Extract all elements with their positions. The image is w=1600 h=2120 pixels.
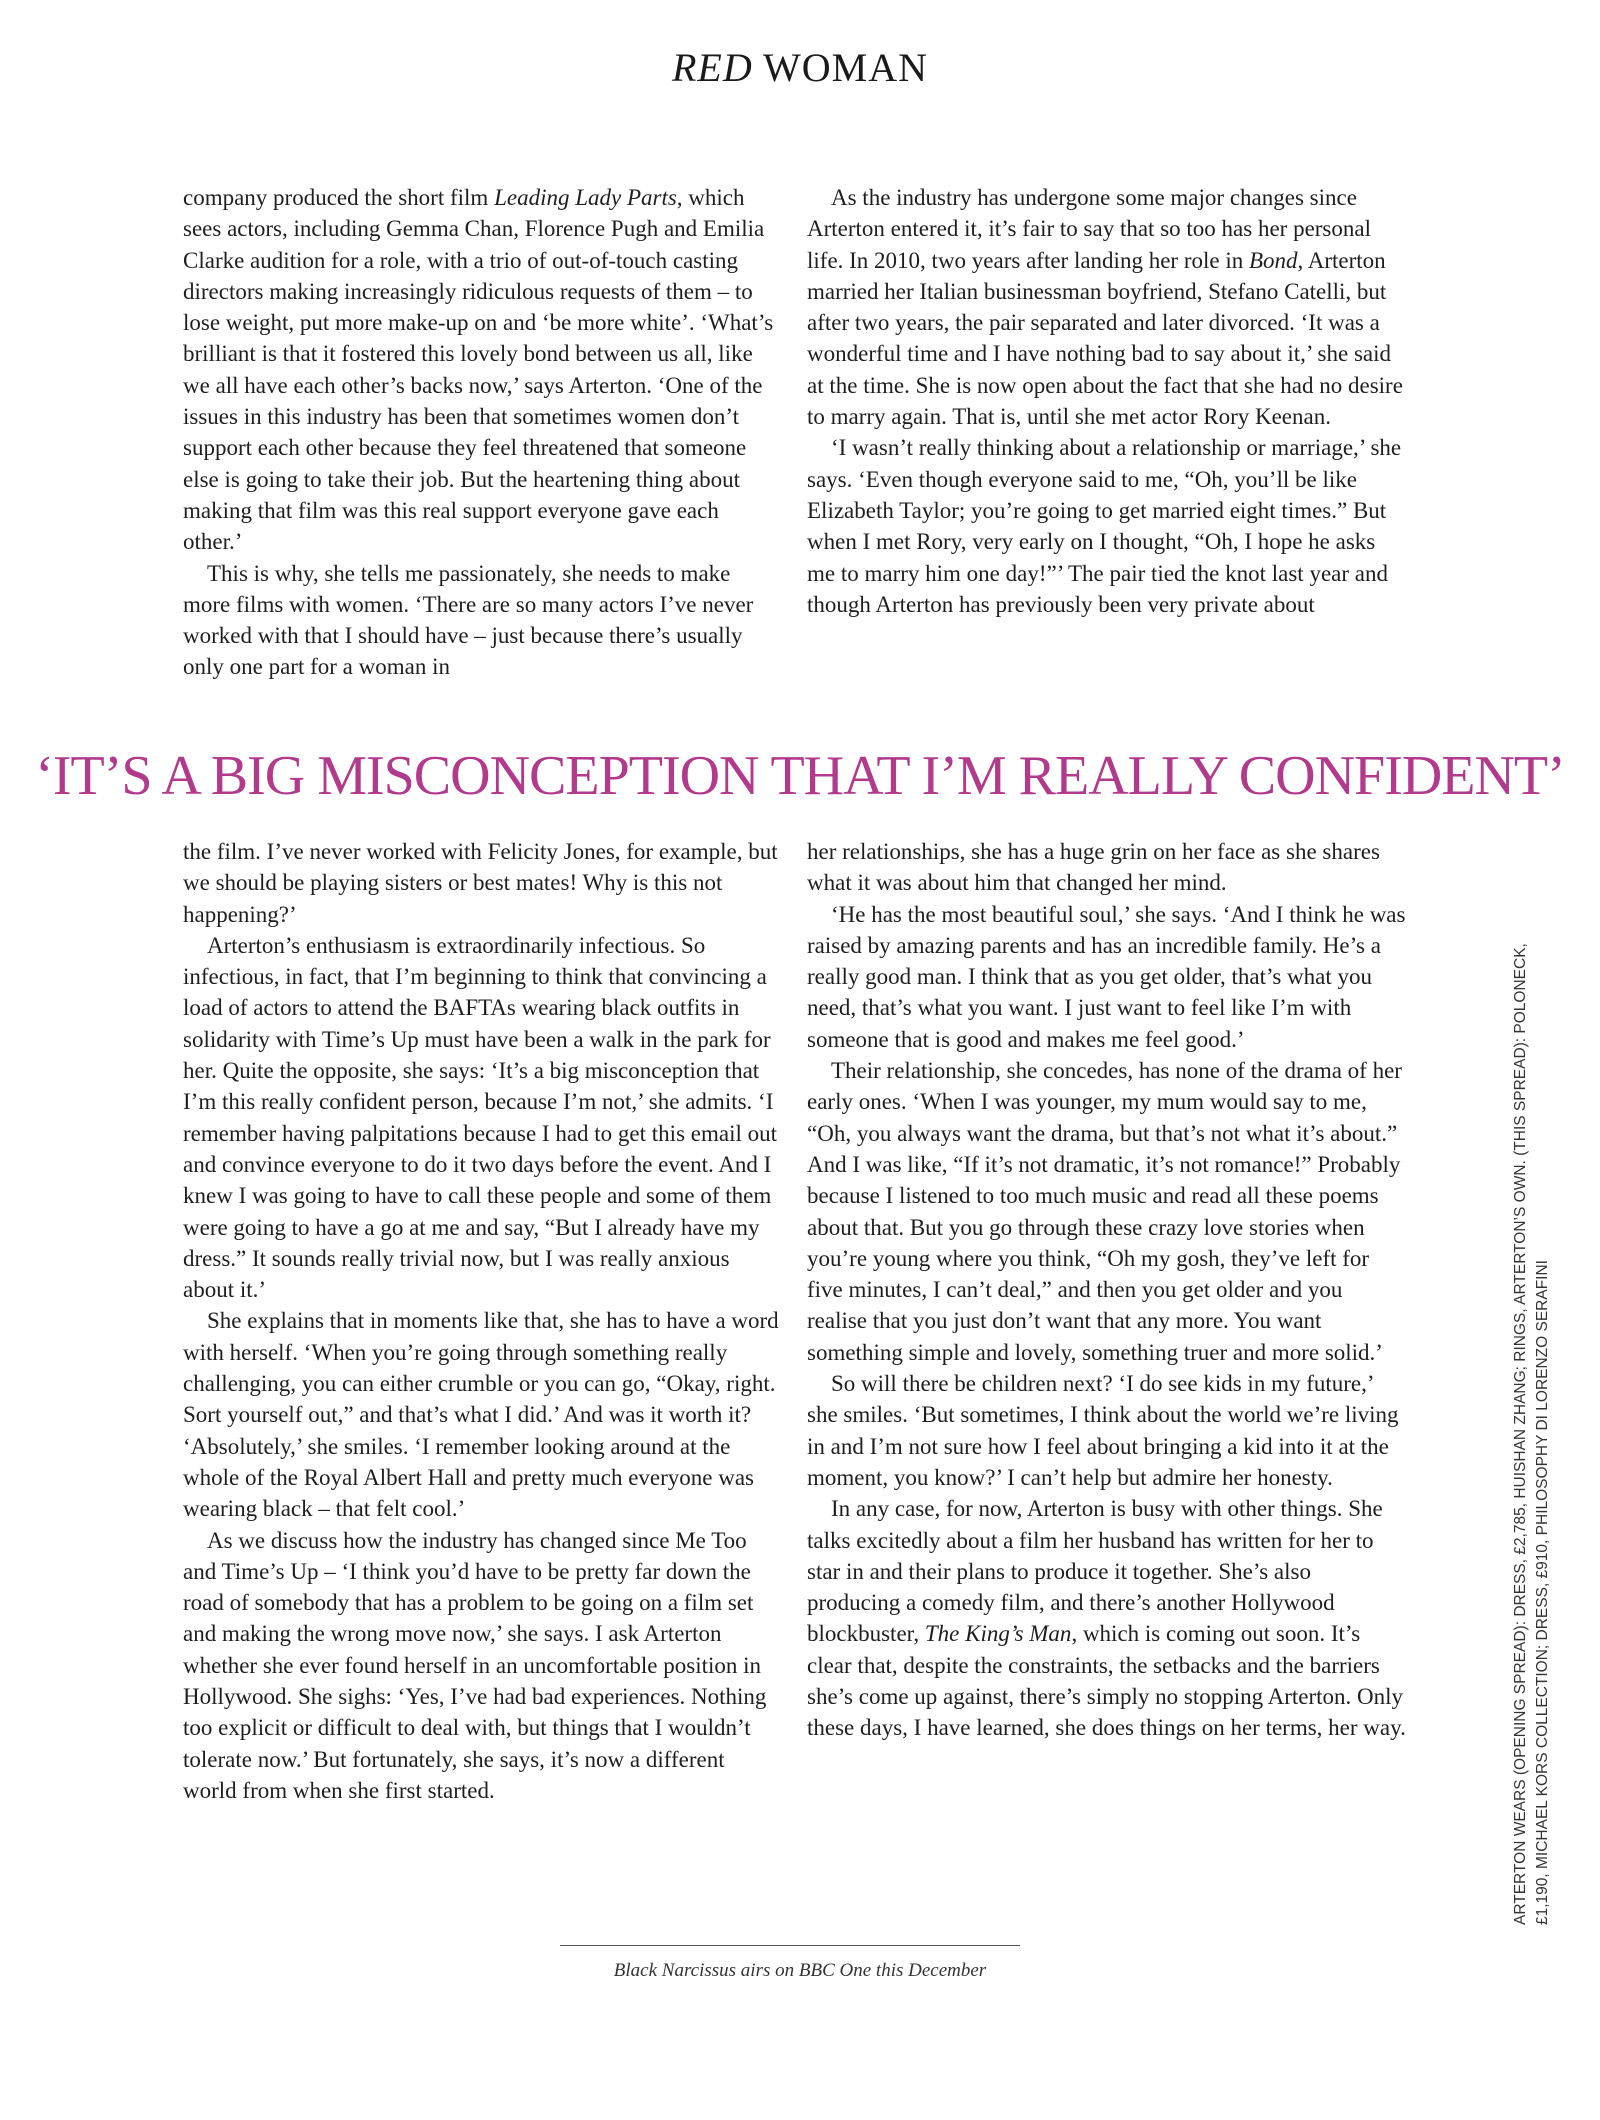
- film-title: The King’s Man: [924, 1621, 1072, 1647]
- paragraph: [807, 1493, 1407, 1743]
- text: , which is coming out soon. It’s clear that, despite the constraints, the setbacks and the barriers she’s come up against, there’s simply no stopping Arterton. Only these days, I have learned, she does things on her terms, her way.: [807, 1621, 1406, 1741]
- paragraph: ‘He has the most beautiful soul,’ she says. ‘And I think he was raised by amazing parents and has an incredible family. He’s a really good man. I think that as you get older, that’s what you need, that’s what you want. I just want to feel like I’m with someone that is good and makes me feel good.’: [807, 901, 1406, 1052]
- column-2: [807, 182, 1407, 620]
- text: As the industry has undergone some major changes since Arterton entered it, it’s fair to say that so too has her personal life. In 2010, two years after landing her role in: [807, 185, 1371, 273]
- column-3: [183, 836, 783, 1806]
- paragraph: her relationships, she has a huge grin on her face as she shares what it was about him that changed her mind.: [807, 839, 1380, 896]
- photo-credits: ARTERTON WEARS (OPENING SPREAD): DRESS, £2,785, HUISHAN ZHANG; RINGS, ARTERTON’S OWN. (THIS SPREAD): POLONECK, £1,190, MICHAEL KORS COLLECTION; DRESS, £910, PHILOSOPHY DI LORENZO SERAFINI: [1512, 943, 1551, 1925]
- text: company produced the short film: [183, 185, 495, 210]
- section-header: [0, 44, 1600, 91]
- section-header-red: RED: [671, 45, 753, 90]
- film-title: Bond: [1248, 247, 1298, 273]
- paragraph: This is why, she tells me passionately, she needs to make more films with women. ‘There are so many actors I’ve never worked with that I should have – just because there’s usually only one part for a woman in: [183, 560, 754, 680]
- paragraph: the film. I’ve never worked with Felicity Jones, for example, but we should be playing sisters or best mates! Why is this not happening?’: [183, 839, 778, 927]
- paragraph: As we discuss how the industry has changed since Me Too and Time’s Up – ‘I think you’d have to be pretty far down the road of somebody that has a problem to be going on a film set and making the wrong move now,’ she says. I ask Arterton whether she ever found herself in an uncomfortable position in Hollywood. She sighs: ‘Yes, I’ve had bad experiences. Nothing too explicit or difficult to deal with, but things that I wouldn’t tolerate now.’ But fortunately, she says, it’s now a different world from when she first started.: [183, 1527, 767, 1803]
- column-1: [183, 182, 783, 683]
- pull-quote: ‘IT’S A BIG MISCONCEPTION THAT I’M REALLY CONFIDENT’: [35, 745, 1565, 807]
- paragraph: ‘I wasn’t really thinking about a relationship or marriage,’ she says. ‘Even though everyone said to me, “Oh, you’ll be like Elizabeth Taylor; you’re going to get married eight times.” But when I met Rory, very early on I thought, “Oh, I hope he asks me to marry him one day!”’ The pair tied the knot last year and though Arterton has previously been very private about: [807, 435, 1402, 617]
- column-4: [807, 836, 1407, 1744]
- footer-divider: [560, 1945, 1020, 1946]
- film-title: Leading Lady Parts: [494, 185, 677, 210]
- text: , which sees actors, including Gemma Chan, Florence Pugh and Emilia Clarke audition for a role, with a trio of out-of-touch casting directors making increasingly ridiculous requests of them – to lose weight, put more make-up on and ‘be more white’. ‘What’s brilliant is that it fostered this lovely bond between us all, like we all have each other’s backs now,’ says Arterton. ‘One of the issues in this industry has been that sometimes women don’t support each other because they feel threatened that someone else is going to take their job. But the heartening thing about making that film was this real support everyone gave each other.’: [183, 185, 774, 555]
- paragraph: Their relationship, she concedes, has none of the drama of her early ones. ‘When I was younger, my mum would say to me, “Oh, you always want the drama, but that’s not what it’s about.” And I was like, “If it’s not dramatic, it’s not romance!” Probably because I listened to too much music and read all these poems about that. But you go through these crazy love stories when you’re young where you think, “Oh my gosh, they’ve left for five minutes, I can’t deal,” and then you get older and you realise that you just don’t want that any more. You want something simple and lovely, something truer and more solid.’: [807, 1058, 1402, 1365]
- paragraph: [807, 182, 1407, 432]
- paragraph: She explains that in moments like that, she has to have a word with herself. ‘When you’re going through something really challenging, you can either crumble or you can go, “Okay, right. Sort yourself out,” and that’s what I did.’ And was it worth it? ‘Absolutely,’ she smiles. ‘I remember looking around at the whole of the Royal Albert Hall and pretty much everyone was wearing black – that felt cool.’: [183, 1308, 779, 1522]
- footer-note: Black Narcissus airs on BBC One this December: [613, 1960, 987, 1981]
- text: In any case, for now, Arterton is busy with other things. She talks excitedly about a film her husband has written for her to star in and their plans to produce it together. She’s also producing a comedy film, and there’s another Hollywood blockbuster,: [807, 1496, 1383, 1647]
- paragraph: Arterton’s enthusiasm is extraordinarily infectious. So infectious, in fact, that I’m beginning to think that convincing a load of actors to attend the BAFTAs wearing black outfits in solidarity with Time’s Up must have been a walk in the park for her. Quite the opposite, she says: ‘It’s a big misconception that I’m this really confident person, because I’m not,’ she admits. ‘I remember having palpitations because I had to get this email out and convince everyone to do it two days before the event. And I knew I was going to have to call these people and some of them were going to have a go at me and say, “But I already have my dress.” It sounds really trivial now, but I was really anxious about it.’: [183, 932, 777, 1303]
- paragraph: So will there be children next? ‘I do see kids in my future,’ she smiles. ‘But sometimes, I think about the world we’re living in and I’m not sure how I feel about bringing a kid into it at the moment, you know?’ I can’t help but admire her honesty.: [807, 1371, 1399, 1490]
- section-header-woman: WOMAN: [752, 45, 929, 90]
- text: , Arterton married her Italian businessman boyfriend, Stefano Catelli, but after two years, the pair separated and later divorced. ‘It was a wonderful time and I have nothing bad to say about it,’ she said at the time. She is now open about the fact that she had no desire to marry again. That is, until she met actor Rory Keenan.: [807, 247, 1403, 430]
- paragraph: [183, 182, 783, 558]
